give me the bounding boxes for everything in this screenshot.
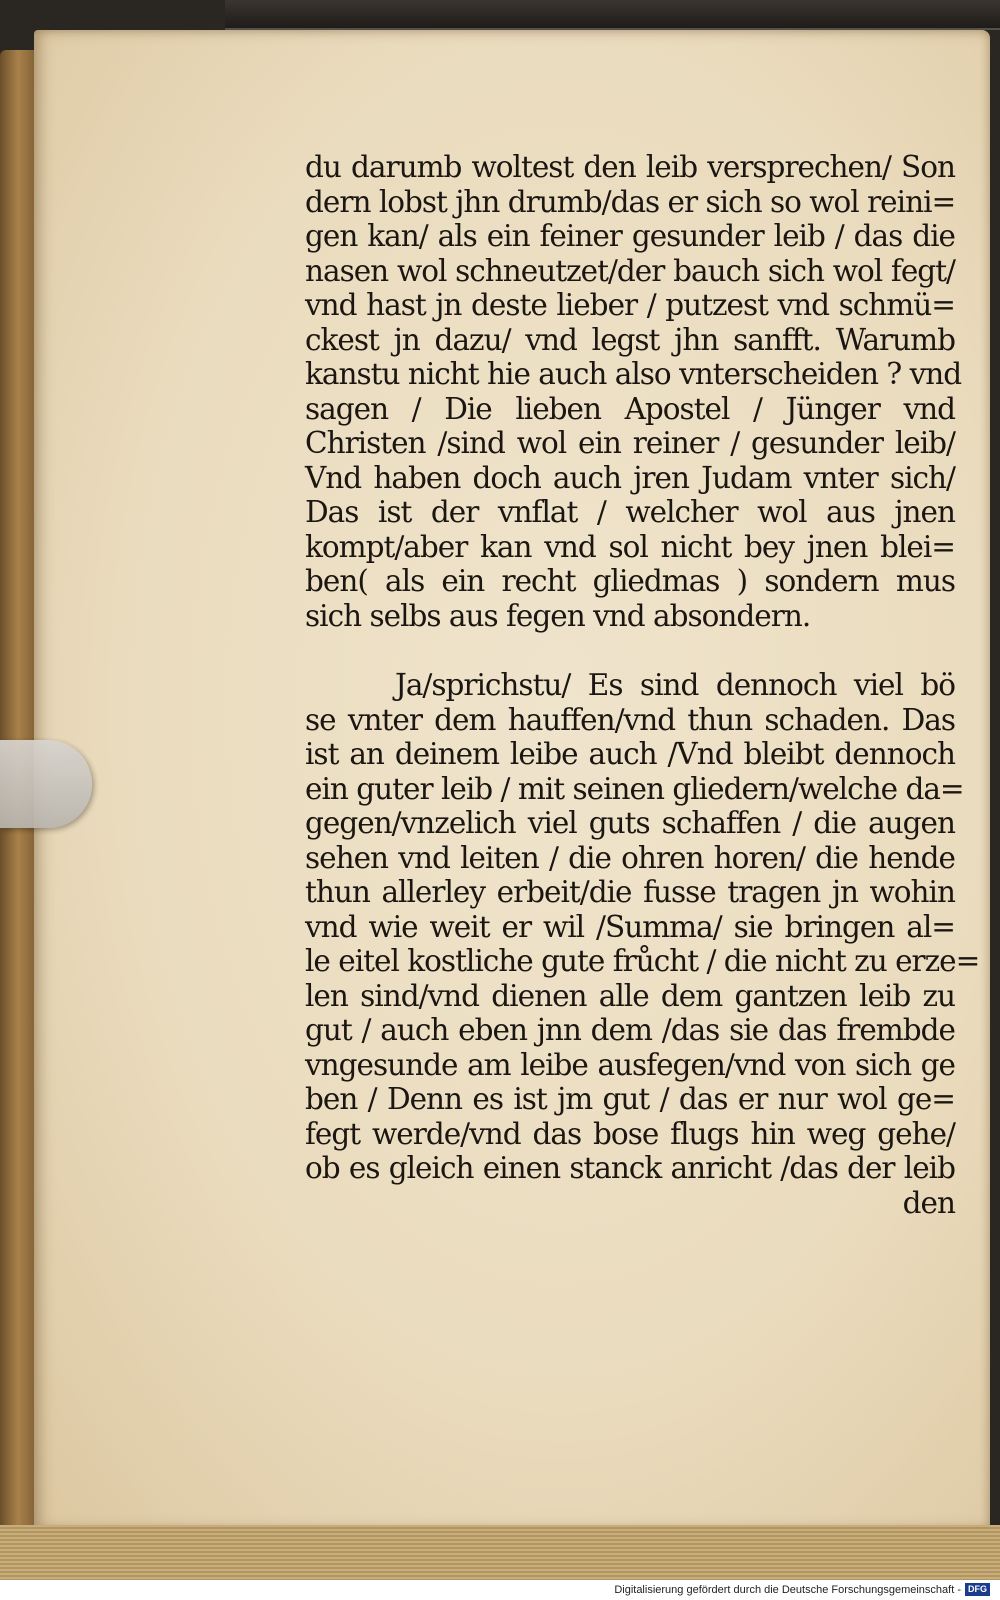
text-line: vnd wie weit er wil /Summa/ sie bringen al= xyxy=(305,909,955,944)
text-line: gegen/vnzelich viel guts schaffen / die augen xyxy=(305,806,955,840)
funding-credit-text: Digitalisierung gefördert durch die Deutsche Forschungsgemeinschaft - xyxy=(614,1583,961,1596)
catchword: den xyxy=(902,1185,955,1220)
text-line: gut / auch eben jnn dem /das sie das frembde xyxy=(305,1013,955,1047)
text-line: kanstu nicht hie auch also vnterscheiden ? vnd xyxy=(305,357,962,391)
bookmark-tab xyxy=(0,740,92,828)
text-line: ckest jn dazu/ vnd legst jhn sanfft. Warumb xyxy=(305,322,955,357)
text-line: du darumb woltest den leib versprechen/ Son xyxy=(305,150,955,184)
text-line: gen kan/ als ein feiner gesunder leib / das die xyxy=(305,219,955,253)
dfg-logo: DFG xyxy=(965,1583,990,1596)
text-line: fegt werde/vnd das bose flugs hin weg gehe/ xyxy=(305,1116,955,1151)
text-line: kompt/aber kan vnd sol nicht bey jnen blei= xyxy=(305,529,955,564)
text-line: le eitel kostliche gute frůcht / die nicht zu erze= xyxy=(305,944,980,978)
text-line: len sind/vnd dienen alle dem gantzen leib zu xyxy=(305,978,955,1013)
text-line: nasen wol schneutzet/der bauch sich wol fegt/ xyxy=(305,253,955,288)
paragraph-1 xyxy=(305,150,962,633)
text-line: vngesunde am leibe ausfegen/vnd von sich ge xyxy=(305,1047,955,1082)
text-line: ein guter leib / mit seinen gliedern/welche da= xyxy=(305,771,964,806)
paragraph-2 xyxy=(305,668,980,1220)
text-block xyxy=(305,150,980,1220)
text-line: Vnd haben doch auch jren Judam vnter sich/ xyxy=(305,460,955,495)
text-line: Das ist der vnflat / welcher wol aus jnen xyxy=(305,495,955,529)
text-line: se vnter dem hauffen/vnd thun schaden. Das xyxy=(305,702,955,737)
text-line: ob es gleich einen stanck anricht /das der leib xyxy=(305,1151,955,1185)
text-line: vnd hast jn deste lieber / putzest vnd schmü= xyxy=(305,288,955,322)
text-line: sagen / Die lieben Apostel / Jünger vnd xyxy=(305,391,955,426)
text-line: Ja/sprichstu/ Es sind dennoch viel bö xyxy=(395,668,955,702)
footer-credit xyxy=(614,1583,990,1596)
text-line: ist an deinem leibe auch /Vnd bleibt dennoch xyxy=(305,737,955,771)
book-cover-top xyxy=(225,0,1000,30)
text-line: dern lobst jhn drumb/das er sich so wol reini= xyxy=(305,184,956,219)
page-edges xyxy=(0,1525,1000,1580)
text-line: sehen vnd leiten / die ohren horen/ die hende xyxy=(305,840,955,875)
text-line: sich selbs aus fegen vnd absondern. xyxy=(305,598,811,633)
text-line: thun allerley erbeit/die fusse tragen jn wohin xyxy=(305,875,955,909)
text-line: Christen /sind wol ein reiner / gesunder leib/ xyxy=(305,426,955,460)
text-line: ben / Denn es ist jm gut / das er nur wol ge= xyxy=(305,1082,955,1116)
text-line: ben( als ein recht gliedmas ) sondern mus xyxy=(305,564,955,598)
footer-bar xyxy=(0,1580,1000,1600)
